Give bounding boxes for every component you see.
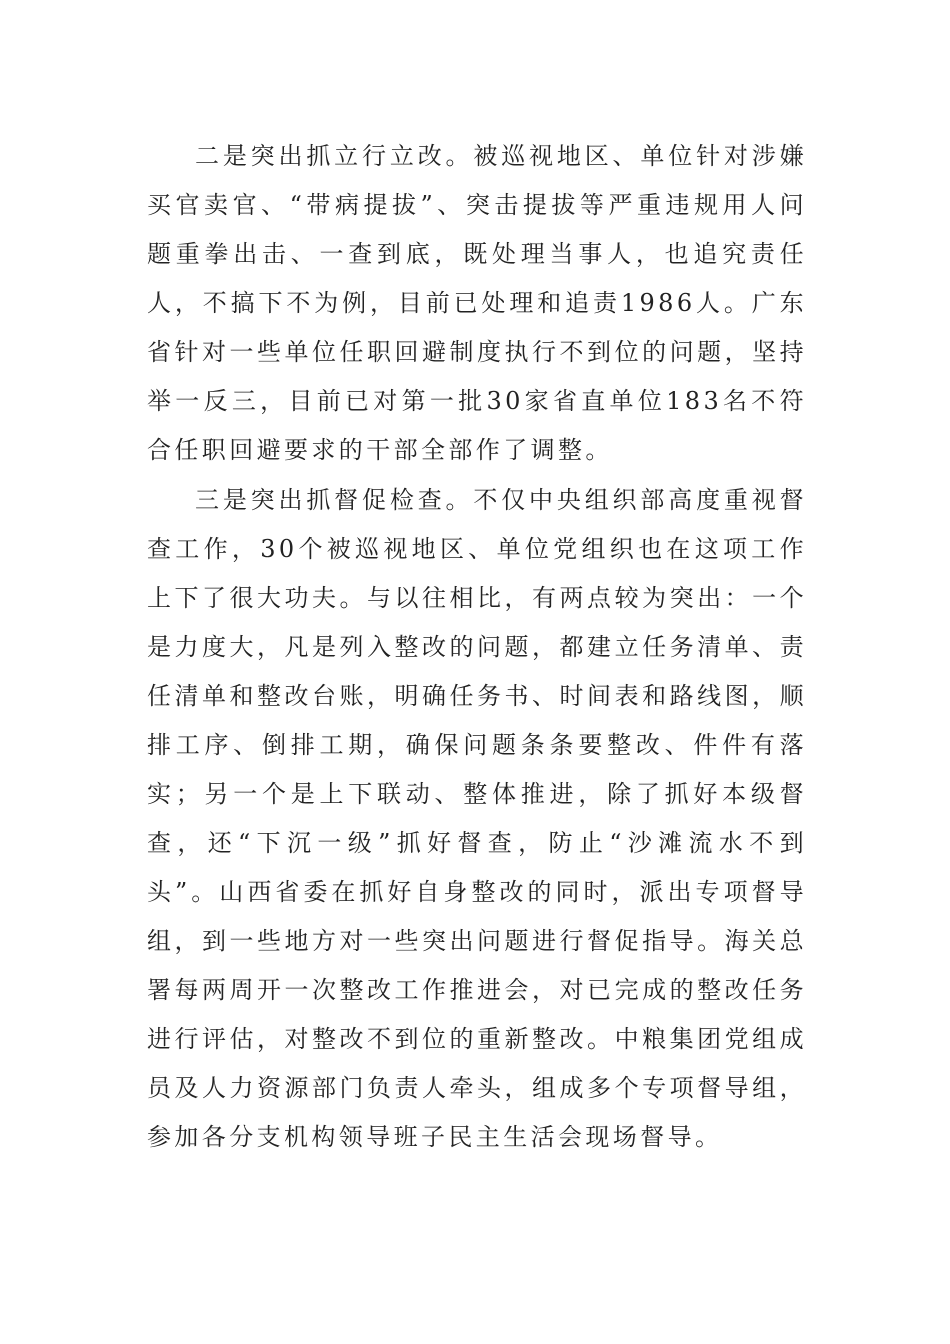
- paragraph-1: 二是突出抓立行立改。被巡视地区、单位针对涉嫌买官卖官、“带病提拔”、突击提拔等严重违规用人问题重拳出击、一查到底，既处理当事人，也追究责任人，不搞下不为例，目前已处理和追责1986人。广东省针对一些单位任职回避制度执行不到位的问题，坚持举一反三，目前已对第一批30家省直单位183名不符合任职回避要求的干部全部作了调整。: [147, 142, 807, 464]
- document-body: [147, 132, 807, 1163]
- paragraph-2: 三是突出抓督促检查。不仅中央组织部高度重视督查工作，30个被巡视地区、单位党组织也在这项工作上下了很大功夫。与以往相比，有两点较为突出：一个是力度大，凡是列入整改的问题，都建立任务清单、责任清单和整改台账，明确任务书、时间表和路线图，顺排工序、倒排工期，确保问题条条要整改、件件有落实；另一个是上下联动、整体推进，除了抓好本级督查，还“下沉一级”抓好督查，防止“沙滩流水不到头”。山西省委在抓好自身整改的同时，派出专项督导组，到一些地方对一些突出问题进行督促指导。海关总署每两周开一次整改工作推进会，对已完成的整改任务进行评估，对整改不到位的重新整改。中粮集团党组成员及人力资源部门负责人牵头，组成多个专项督导组，参加各分支机构领导班子民主生活会现场督导。: [147, 486, 807, 1151]
